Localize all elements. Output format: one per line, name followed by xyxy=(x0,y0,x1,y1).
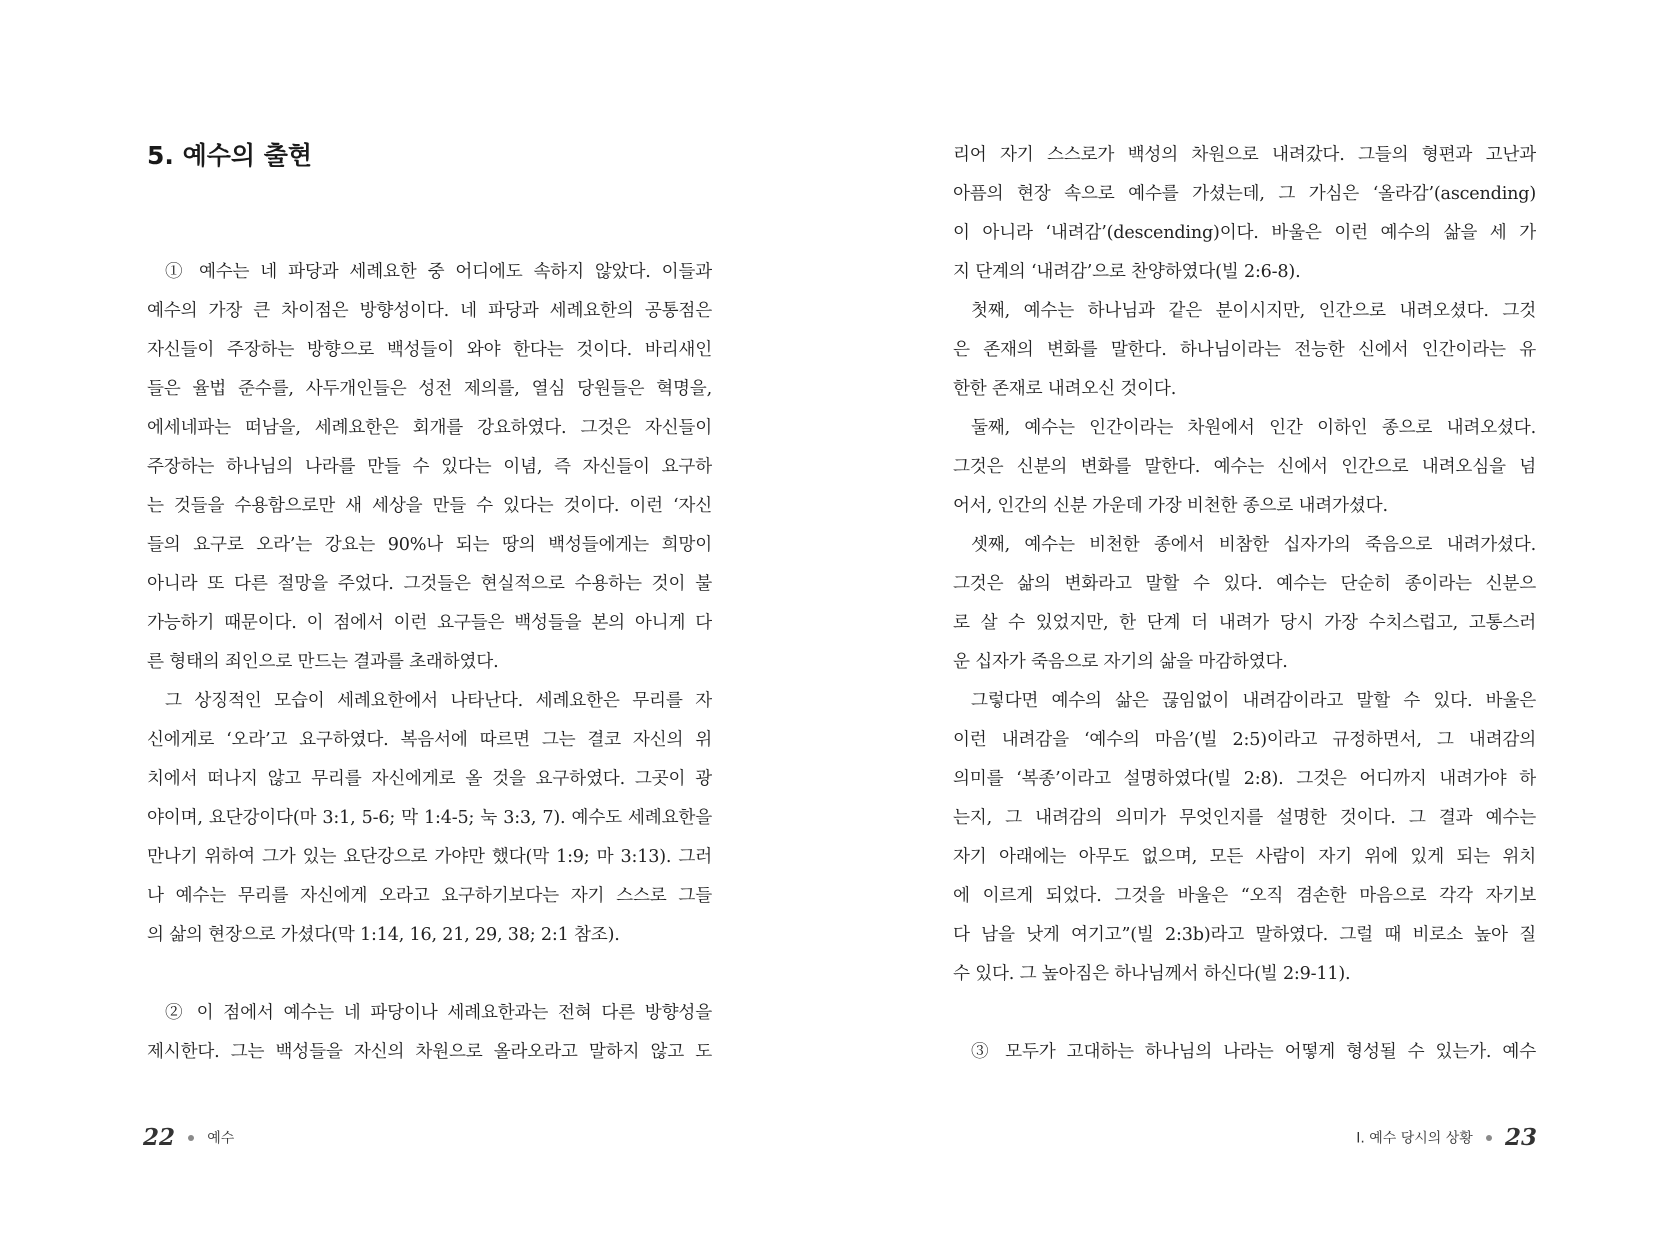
text-line: 자기 아래에는 아무도 없으며, 모든 사람이 자기 위에 있게 되는 위치 xyxy=(953,847,1536,867)
text-line: 은 존재의 변화를 말한다. 하나님이라는 전능한 신에서 인간이라는 유 xyxy=(953,340,1536,360)
paragraph-gap xyxy=(953,994,1536,1033)
text-line: ② 이 점에서 예수는 네 파당이나 세례요한과는 전혀 다른 방향성을 xyxy=(165,1003,712,1023)
text-line: 그것은 신분의 변화를 말한다. 예수는 신에서 인간으로 내려오심을 넘 xyxy=(953,457,1536,477)
text-line: 아픔의 현장 속으로 예수를 가셨는데, 그 가심은 ‘올라감’(ascending) xyxy=(953,184,1536,204)
left-body-text xyxy=(147,253,712,1072)
bullet-dot-icon xyxy=(188,1135,194,1141)
text-line: 는 것들을 수용함으로만 새 세상을 만들 수 있다는 것이다. 이런 ‘자신 xyxy=(147,496,712,516)
text-line: 치에서 떠나지 않고 무리를 자신에게로 올 것을 요구하였다. 그곳이 광 xyxy=(147,769,712,789)
right-page xyxy=(830,0,1663,1249)
text-line: ① 예수는 네 파당과 세례요한 중 어디에도 속하지 않았다. 이들과 xyxy=(165,262,712,282)
bullet-dot-icon xyxy=(1486,1135,1492,1141)
text-line: 어서, 인간의 신분 가운데 가장 비천한 종으로 내려가셨다. xyxy=(953,496,1388,516)
text-line: 가능하기 때문이다. 이 점에서 이런 요구들은 백성들을 본의 아니게 다 xyxy=(147,613,712,633)
text-line: 리어 자기 스스로가 백성의 차원으로 내려갔다. 그들의 형편과 고난과 xyxy=(953,145,1536,165)
right-folio xyxy=(1356,1124,1537,1151)
left-page xyxy=(0,0,830,1249)
paragraph-gap xyxy=(147,955,712,994)
text-line: 주장하는 하나님의 나라를 만들 수 있다는 이념, 즉 자신들이 요구하 xyxy=(147,457,712,477)
right-body-text xyxy=(953,136,1536,1072)
text-line: 른 형태의 죄인으로 만드는 결과를 초래하였다. xyxy=(147,652,499,672)
text-line: 들의 요구로 오라’는 강요는 90%나 되는 땅의 백성들에게는 희망이 xyxy=(147,535,712,555)
text-line: 첫째, 예수는 하나님과 같은 분이시지만, 인간으로 내려오셨다. 그것 xyxy=(971,301,1536,321)
text-line: ③ 모두가 고대하는 하나님의 나라는 어떻게 형성될 수 있는가. 예수 xyxy=(971,1042,1536,1062)
text-line: 의 삶의 현장으로 가셨다(막 1:14, 16, 21, 29, 38; 2:1 참조). xyxy=(147,925,620,945)
text-line: 의미를 ‘복종’이라고 설명하였다(빌 2:8). 그것은 어디까지 내려가야 하 xyxy=(953,769,1536,789)
text-line: 그렇다면 예수의 삶은 끊임없이 내려감이라고 말할 수 있다. 바울은 xyxy=(971,691,1536,711)
text-line: 다 남을 낫게 여기고”(빌 2:3b)라고 말하였다. 그럴 때 비로소 높아 질 xyxy=(953,925,1536,945)
text-line: 아니라 또 다른 절망을 주었다. 그것들은 현실적으로 수용하는 것이 불 xyxy=(147,574,712,594)
text-line: 제시한다. 그는 백성들을 자신의 차원으로 올라오라고 말하지 않고 도 xyxy=(147,1042,712,1062)
text-line: 에세네파는 떠남을, 세례요한은 회개를 강요하였다. 그것은 자신들이 xyxy=(147,418,712,438)
text-line: 운 십자가 죽음으로 자기의 삶을 마감하였다. xyxy=(953,652,1288,672)
page-number: 23 xyxy=(1504,1124,1537,1151)
text-line: 둘째, 예수는 인간이라는 차원에서 인간 이하인 종으로 내려오셨다. xyxy=(971,418,1536,438)
text-line: 들은 율법 준수를, 사두개인들은 성전 제의를, 열심 당원들은 혁명을, xyxy=(147,379,712,399)
text-line: 그 상징적인 모습이 세례요한에서 나타난다. 세례요한은 무리를 자 xyxy=(165,691,712,711)
text-line: 이 아니라 ‘내려감’(descending)이다. 바울은 이런 예수의 삶을 세 가 xyxy=(953,223,1536,243)
text-line: 지 단계의 ‘내려감’으로 찬양하였다(빌 2:6-8). xyxy=(953,262,1301,282)
text-line: 이런 내려감을 ‘예수의 마음’(빌 2:5)이라고 규정하면서, 그 내려감의 xyxy=(953,730,1536,750)
text-line: 신에게로 ‘오라’고 요구하였다. 복음서에 따르면 그는 결코 자신의 위 xyxy=(147,730,712,750)
section-title: 5. 예수의 출현 xyxy=(147,141,313,170)
text-line: 그것은 삶의 변화라고 말할 수 있다. 예수는 단순히 종이라는 신분으 xyxy=(953,574,1536,594)
text-line: 셋째, 예수는 비천한 종에서 비참한 십자가의 죽음으로 내려가셨다. xyxy=(971,535,1536,555)
text-line: 에 이르게 되었다. 그것을 바울은 “오직 겸손한 마음으로 각각 자기보 xyxy=(953,886,1536,906)
text-line: 로 살 수 있었지만, 한 단계 더 내려가 당시 가장 수치스럽고, 고통스러 xyxy=(953,613,1536,633)
left-folio xyxy=(143,1124,234,1151)
text-line: 만나기 위하여 그가 있는 요단강으로 가야만 했다(막 1:9; 마 3:13). 그러 xyxy=(147,847,712,867)
text-line: 한한 존재로 내려오신 것이다. xyxy=(953,379,1177,399)
text-line: 야이며, 요단강이다(마 3:1, 5-6; 막 1:4-5; 눅 3:3, 7). 예수도 세례요한을 xyxy=(147,808,712,828)
running-head: 예수 xyxy=(207,1130,235,1147)
text-line: 수 있다. 그 높아짐은 하나님께서 하신다(빌 2:9-11). xyxy=(953,964,1351,984)
page-number: 22 xyxy=(143,1124,176,1151)
text-line: 자신들이 주장하는 방향으로 백성들이 와야 한다는 것이다. 바리새인 xyxy=(147,340,712,360)
text-line: 나 예수는 무리를 자신에게 오라고 요구하기보다는 자기 스스로 그들 xyxy=(147,886,712,906)
text-line: 는지, 그 내려감의 의미가 무엇인지를 설명한 것이다. 그 결과 예수는 xyxy=(953,808,1536,828)
text-line: 예수의 가장 큰 차이점은 방향성이다. 네 파당과 세례요한의 공통점은 xyxy=(147,301,712,321)
running-head: I. 예수 당시의 상황 xyxy=(1356,1130,1473,1147)
